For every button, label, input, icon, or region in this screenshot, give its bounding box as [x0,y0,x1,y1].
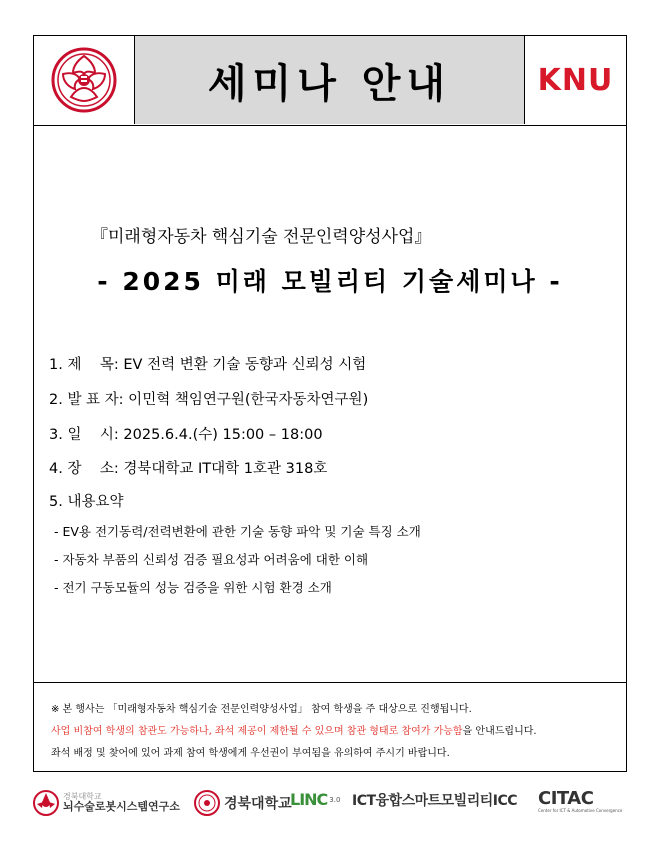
summary-item: - 전기 구동모듈의 성능 검증을 위한 시험 환경 소개 [54,580,332,595]
logo2-main-text: 경북대학교 [224,796,292,812]
linc-logo [290,790,340,809]
info-title [49,353,366,374]
header [34,36,626,126]
page-title: 세미나 안내 [207,60,452,107]
citac-logo [538,790,622,813]
info-value: 이민혁 책임연구원(한국자동차연구원) [123,392,369,408]
knu-emblem-icon [33,790,59,816]
info-label: 3. 일 시: [49,427,119,443]
program-subtitle: 『미래형자동차 핵심기술 전문인력양성사업』 [91,227,432,247]
logo1-main-text: 뇌수술로봇시스템연구소 [63,800,180,814]
notice-highlight: 사업 비참여 학생의 참관도 가능하나, 좌석 제공이 제한될 수 있으며 참관 형태로 참여가 가능함 [51,726,463,737]
notice-box [34,682,626,771]
info-summary-heading [49,490,123,511]
title-box [134,36,525,124]
knu-seal-icon [194,790,220,816]
info-presenter [49,388,368,409]
notice-line-2 [51,722,537,737]
info-label: 4. 장 소: [49,461,119,477]
knu-logo [525,36,626,124]
robot-institute-logo [33,790,183,816]
info-label: 2. 발 표 자: [49,392,124,408]
summary-item: - 자동차 부품의 신뢰성 검증 필요성과 어려움에 대한 이해 [54,552,369,567]
logo5-main-text: CITAC [538,788,594,809]
knu-logo-text: KNU [537,62,614,98]
icc-logo [352,790,517,810]
logo4-main-text: ICT융합스마트모빌리티ICC [352,793,518,809]
info-value: EV 전력 변환 기술 동향과 신뢰성 시험 [118,357,367,373]
knu-logo-footer [194,790,292,816]
emblem-icon [51,47,117,113]
logo3-main-text: LINC [290,790,328,809]
logo5-sub-text: Center for ICT & Automotive Convergence [538,808,623,813]
logo1-small-text: 경북대학교 [63,791,102,801]
info-datetime [49,423,323,444]
info-value: 경북대학교 IT대학 1호관 318호 [118,461,328,477]
notice-line-3: 좌석 배정 및 찾어에 있어 과제 참여 학생에게 우선권이 부여됨을 유의하여 주시기 바랍니다. [51,748,450,759]
notice-line-1: ※ 본 행사는 「미래형자동차 핵심기술 전문인력양성사업」 참여 학생을 주 대상으로 진행됩니다. [51,704,472,715]
info-location [49,457,327,478]
footer-logos [0,790,660,840]
summary-item: - EV용 전기동력/전력변환에 관한 기술 동향 파악 및 기술 특징 소개 [54,524,421,539]
info-label: 1. 제 목: [49,357,119,373]
info-value: 2025.6.4.(수) 15:00 – 18:00 [118,427,323,443]
info-label: 5. 내용요약 [49,494,124,510]
university-emblem [34,36,134,124]
seminar-title: - 2025 미래 모빌리티 기술세미나 - [97,267,563,296]
notice-line-2-rest: 을 안내드립니다. [462,726,537,737]
poster-frame [33,35,627,772]
logo3-sup-text: 3.0 [329,795,341,804]
